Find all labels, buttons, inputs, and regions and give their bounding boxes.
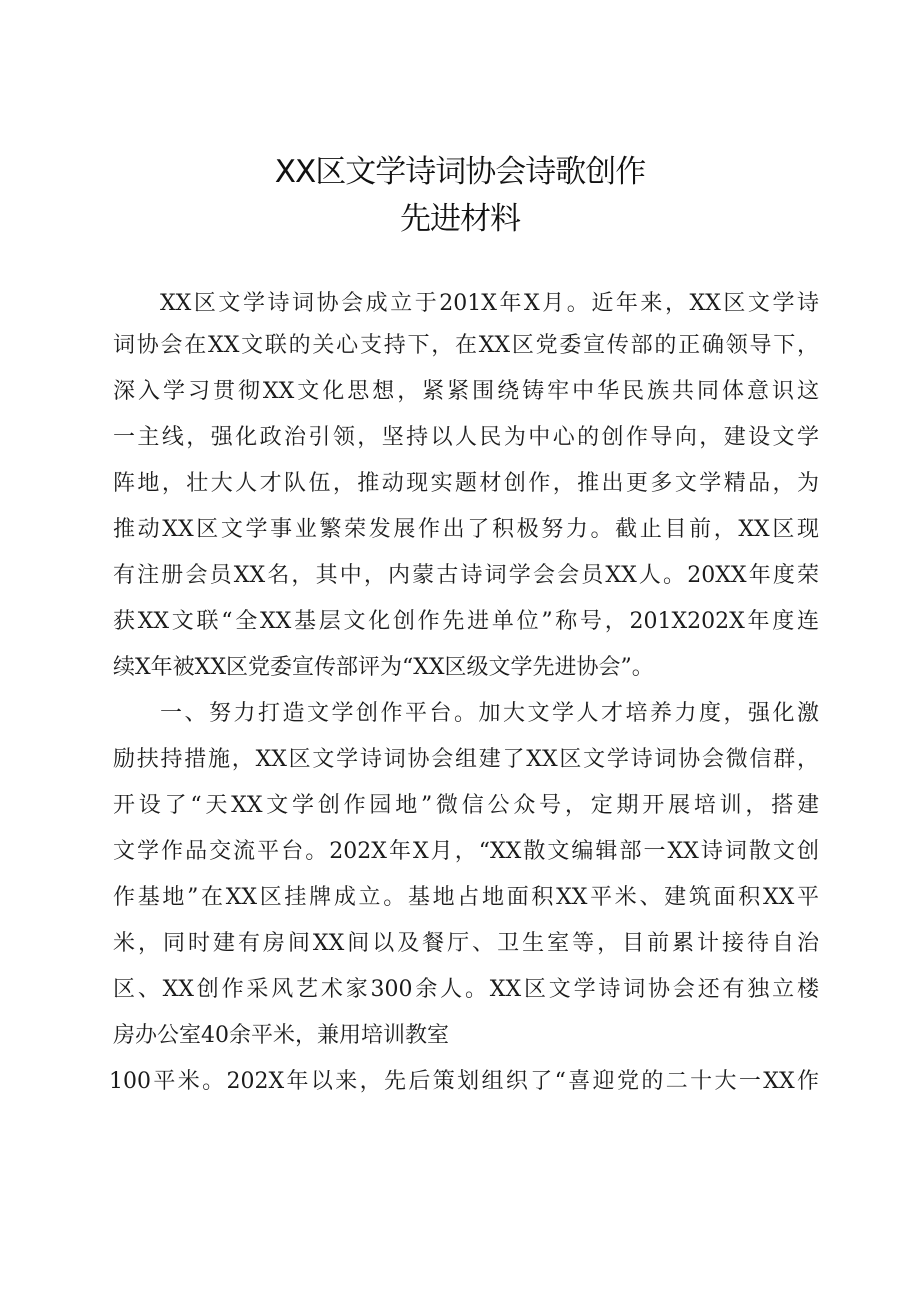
body-text-line: 文学作品交流平台。202X年X月，“XX散文编辑部一XX诗词散文创 bbox=[113, 839, 819, 864]
body-text-line: 米，同时建有房间XX间以及餐厅、卫生室等，目前累计接待自治 bbox=[113, 931, 819, 956]
body-text-line: 阵地，壮大人才队伍，推动现实题材创作，推出更多文学精品，为 bbox=[113, 471, 819, 496]
body-text-line: 房办公室40余平米，兼用培训教室 bbox=[113, 1023, 449, 1048]
body-text-line: 励扶持措施，XX区文学诗词协会组建了XX区文学诗词协会微信群， bbox=[113, 747, 819, 772]
body-text-line: 推动XX区文学事业繁荣发展作出了积极努力。截止目前，XX区现 bbox=[113, 517, 819, 542]
document-title-line-2: 先进材料 bbox=[400, 201, 520, 237]
body-text-line: 有注册会员XX名，其中，内蒙古诗词学会会员XX人。20XX年度荣 bbox=[113, 563, 819, 588]
body-text-line: 词协会在XX文联的关心支持下，在XX区党委宣传部的正确领导下， bbox=[113, 333, 819, 358]
body-text-line: 一主线，强化政治引领，坚持以人民为中心的创作导向，建设文学 bbox=[113, 425, 819, 450]
body-text-line: 一、努力打造文学创作平台。加大文学人才培养力度，强化激 bbox=[160, 701, 819, 726]
document-title-line-1: XX区文学诗词协会诗歌创作 bbox=[274, 154, 646, 190]
body-text-line: XX区文学诗词协会成立于201X年X月。近年来，XX区文学诗 bbox=[160, 291, 819, 316]
body-text-line: 续X年被XX区党委宣传部评为“XX区级文学先进协会”。 bbox=[113, 655, 654, 680]
body-text-line: 作基地”在XX区挂牌成立。基地占地面积XX平米、建筑面积XX平 bbox=[113, 885, 819, 910]
body-text-line: 获XX文联“全XX基层文化创作先进单位”称号，201X202X年度连 bbox=[113, 609, 819, 634]
body-text-line: 100平米。202X年以来，先后策划组织了“喜迎党的二十大一XX作 bbox=[109, 1069, 819, 1094]
body-text-line: 区、XX创作采风艺术家300余人。XX区文学诗词协会还有独立楼 bbox=[113, 977, 819, 1002]
body-text-line: 开设了“天XX文学创作园地”微信公众号，定期开展培训，搭建 bbox=[113, 793, 819, 818]
body-text-line: 深入学习贯彻XX文化思想，紧紧围绕铸牢中华民族共同体意识这 bbox=[113, 379, 819, 404]
